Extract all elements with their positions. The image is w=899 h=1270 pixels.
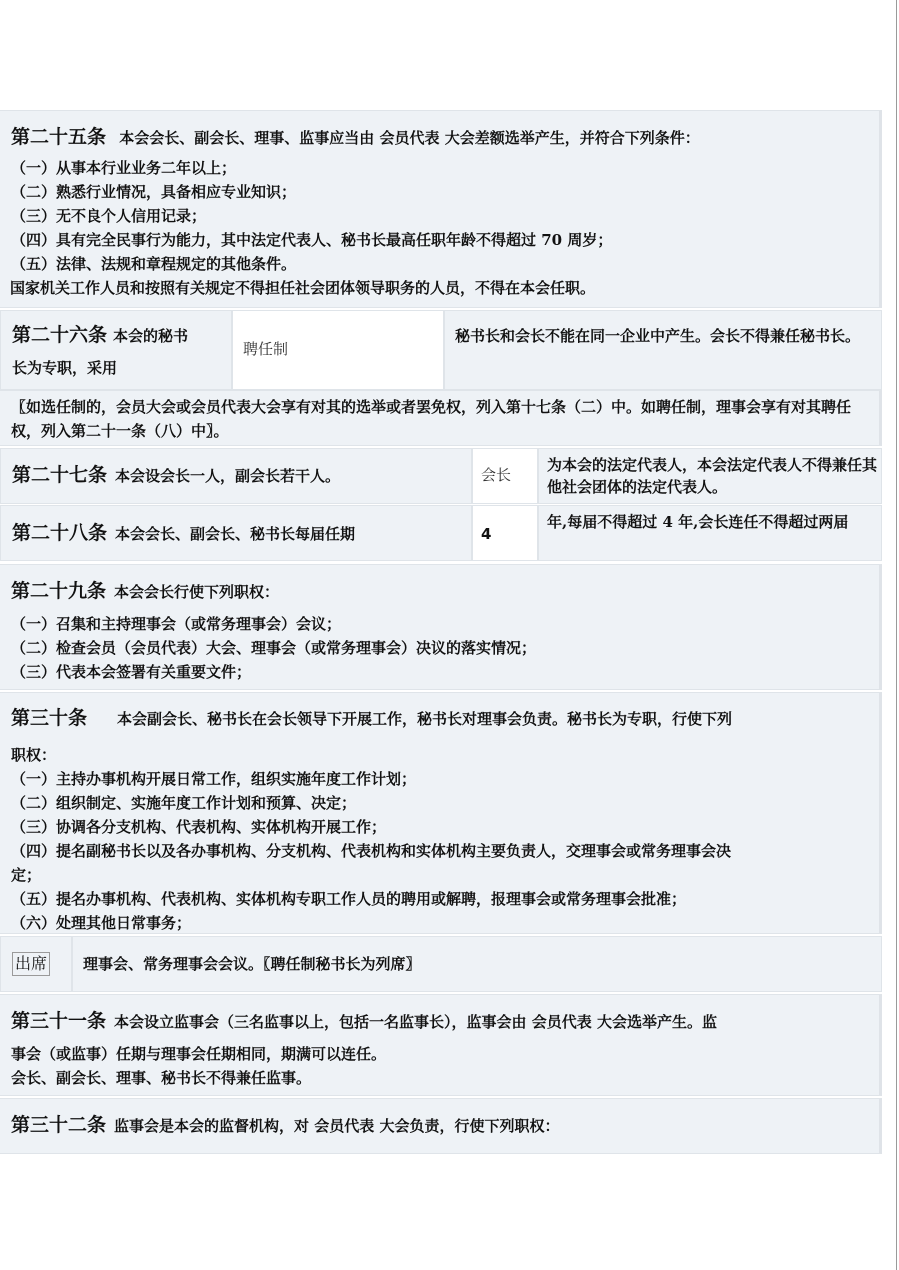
article-31-heading-line — [11, 1009, 879, 1034]
article-25-item-2: （二）熟悉行业情况，具备相应专业知识； — [11, 183, 297, 201]
article-29-item-2: （二）检查会员（会员代表）大会、理事会（或常务理事会）决议的落实情况； — [11, 639, 537, 657]
article-26-explanation-text: 〖如选任制的，会员大会或会员代表大会享有对其的选举或者罢免权，列入第十七条（二）中。如聘任制，理事会享有对其聘任权，列入第二十一条（八）中〗。 — [11, 398, 852, 440]
article-28-text: 本会会长、副会长、秘书长每届任期 — [115, 525, 356, 543]
article-25-heading-line — [11, 125, 879, 150]
article-30-attendance-text-cell — [72, 936, 882, 992]
article-25-text: 本会会长、副会长、理事、监事应当由 会员代表 大会差额选举产生，并符合下列条件： — [119, 129, 700, 147]
article-29-text: 本会会长行使下列职权： — [114, 583, 280, 601]
article-30-attendance-field[interactable]: 出席 — [12, 952, 50, 976]
article-25-item-4: （四）具有完全民事行为能力，其中法定代表人、秘书长最高任职年龄不得超过 70 周岁； — [11, 231, 613, 249]
article-30-item-2: （二）组织制定、实施年度工作计划和预算、决定； — [11, 794, 357, 812]
article-31-text-cont: 事会（或监事）任期与理事会任期相同，期满可以连任。 — [11, 1045, 387, 1063]
article-29 — [0, 564, 882, 690]
article-30-item-3: （三）协调各分支机构、代表机构、实体机构开展工作； — [11, 818, 387, 836]
article-25-item-6: 国家机关工作人员和按照有关规定不得担任社会团体领导职务的人员，不得在本会任职。 — [10, 279, 596, 297]
article-32-heading-line — [11, 1113, 879, 1138]
article-25 — [0, 110, 882, 308]
article-30-item-5: （五）提名办事机构、代表机构、实体机构专职工作人员的聘用或解聘，报理事会或常务理事会批准； — [11, 890, 687, 908]
article-25-item-3: （三）无不良个人信用记录； — [11, 207, 207, 225]
article-29-item-3: （三）代表本会签署有关重要文件； — [11, 663, 252, 681]
article-26-note: 秘书长和会长不能在同一企业中产生。会长不得兼任秘书长。 — [455, 327, 861, 345]
article-30 — [0, 692, 882, 934]
article-30-item-4-cont: 定； — [11, 866, 42, 884]
article-27-position-field[interactable] — [472, 448, 538, 504]
article-26-text-2: 长为专职，采用 — [12, 359, 118, 377]
article-32-text: 监事会是本会的监督机构，对 会员代表 大会负责，行使下列职权： — [114, 1117, 560, 1135]
article-28 — [0, 505, 882, 561]
article-25-item-5: （五）法律、法规和章程规定的其他条件。 — [11, 255, 297, 273]
article-30-text-cont: 职权： — [11, 746, 57, 764]
article-26-label-cell — [0, 310, 232, 390]
article-26 — [0, 310, 882, 390]
article-32-number: 第三十二条 — [11, 1114, 107, 1136]
article-30-item-4: （四）提名副秘书长以及各办事机构、分支机构、代表机构和实体机构主要负责人，交理事会或常务理事会决 — [11, 842, 732, 860]
article-27-position-value: 会长 — [481, 466, 512, 484]
article-28-label-cell — [0, 505, 472, 561]
article-26-text-1: 本会的秘书 — [113, 327, 189, 345]
article-32 — [0, 1098, 882, 1154]
article-26-explanation — [0, 390, 882, 446]
article-30-attendance-field-cell — [0, 936, 72, 992]
article-31 — [0, 994, 882, 1096]
article-26-appointment-field[interactable] — [232, 310, 444, 390]
article-27-note: 为本会的法定代表人，本会法定代表人不得兼任其他社会团体的法定代表人。 — [547, 456, 878, 496]
article-29-item-1: （一）召集和主持理事会（或常务理事会）会议； — [11, 615, 342, 633]
article-31-text: 本会设立监事会（三名监事以上，包括一名监事长），监事会由 会员代表 大会选举产生。监 — [114, 1013, 717, 1031]
article-29-heading-line — [11, 579, 879, 604]
article-28-term-value: 4 — [481, 525, 492, 543]
article-27-note-cell — [538, 448, 882, 504]
article-28-note-cell — [538, 505, 882, 561]
article-28-term-field[interactable] — [472, 505, 538, 561]
article-30-heading-line — [11, 706, 879, 731]
article-30-text: 本会副会长、秘书长在会长领导下开展工作，秘书长对理事会负责。秘书长为专职，行使下列 — [117, 710, 733, 728]
article-31-number: 第三十一条 — [11, 1010, 107, 1032]
article-28-number: 第二十八条 — [12, 522, 108, 544]
article-30-item-1: （一）主持办事机构开展日常工作，组织实施年度工作计划； — [11, 770, 417, 788]
article-26-appointment-value: 聘任制 — [243, 340, 289, 358]
article-26-note-cell — [444, 310, 882, 390]
article-30-attendance-text: 理事会、常务理事会会议。〖聘任制秘书长为列席〗 — [83, 955, 421, 973]
article-26-number: 第二十六条 — [12, 324, 108, 346]
article-27-number: 第二十七条 — [12, 464, 108, 486]
article-25-item-1: （一）从事本行业业务二年以上； — [11, 159, 237, 177]
article-28-note: 年,每届不得超过 4 年,会长连任不得超过两届 — [547, 513, 849, 531]
page-right-rule — [896, 0, 897, 1270]
article-25-number: 第二十五条 — [11, 126, 107, 148]
article-30-number: 第三十条 — [11, 707, 88, 729]
article-30-item-6: （六）处理其他日常事务； — [11, 914, 192, 932]
article-31-extra: 会长、副会长、理事、秘书长不得兼任监事。 — [11, 1069, 312, 1087]
article-27-label-cell — [0, 448, 472, 504]
article-29-number: 第二十九条 — [11, 580, 107, 602]
article-30-attendance — [0, 936, 882, 992]
article-27 — [0, 448, 882, 504]
article-27-text: 本会设会长一人，副会长若干人。 — [115, 467, 341, 485]
